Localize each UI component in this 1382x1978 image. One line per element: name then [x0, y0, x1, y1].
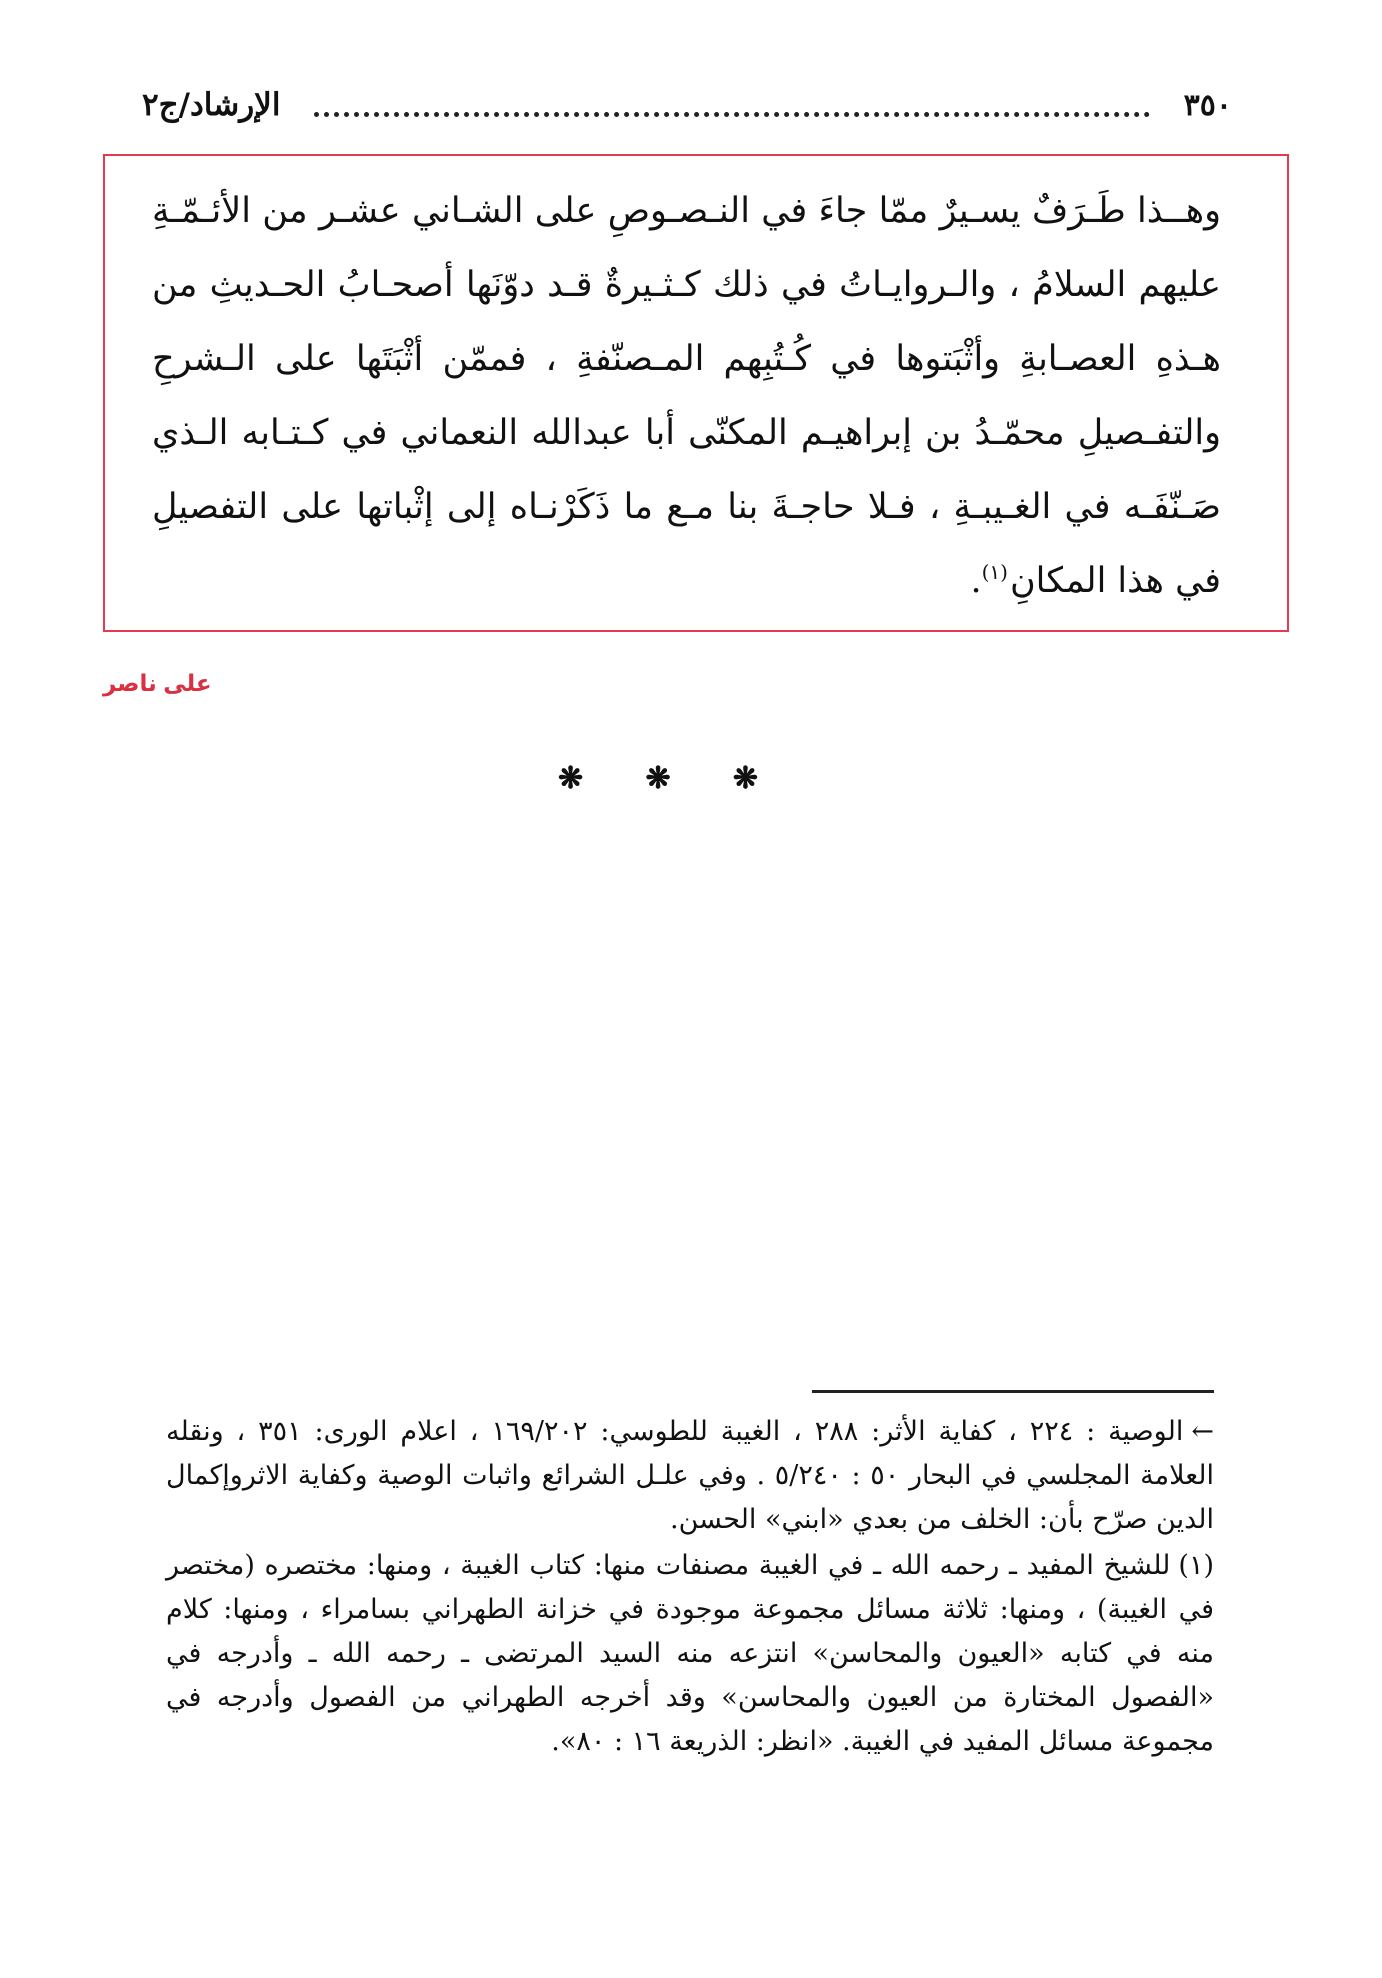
annotation-label: علی ناصر	[103, 670, 212, 696]
header-dotted-leader	[314, 102, 1149, 117]
footnote-one	[166, 1544, 1214, 1764]
footnote-reference: (١)	[981, 560, 1008, 585]
main-paragraph-end: .	[970, 561, 982, 601]
separator-ornament: ❋	[558, 760, 584, 796]
separator-ornament: ❋	[645, 760, 671, 796]
footnote-continuation-text: الوصية : ٢٢٤ ، كفاية الأثر: ٢٨٨ ، الغيبة للطوسي: ١٦٩/٢٠٢ ، اعلام الورى: ٣٥١ ، ونقله العلامة المجلسي في البحار ٥٠ : ٥/٢٤٠ . وفي علـل الشرائع واثبات الوصية وكفاية الاثروإكمال الدين صرّح بأن: الخلف من بعدي «ابني» الحسن.	[166, 1416, 1214, 1535]
footnote-one-marker: (١)	[1178, 1550, 1214, 1581]
continuation-arrow-icon: ←	[1191, 1416, 1214, 1447]
footnote-continuation	[166, 1410, 1214, 1542]
footnote-rule	[812, 1390, 1214, 1393]
footnotes	[166, 1410, 1214, 1764]
footnote-one-text: للشيخ المفيد ـ رحمه الله ـ في الغيبة مصنفات منها: كتاب الغيبة ، ومنها: مختصره (مختصر في الغيبة) ، ومنها: ثلاثة مسائل مجموعة موجودة في خزانة الطهراني بسامراء ، ومنها: كلام منه في كتابه «العيون والمحاسن» انتزعه منه السيد المرتضى ـ رحمه الله ـ وأدرجه في «الفصول المختارة من العيون والمحاسن» وقد أخرجه الطهراني من الفصول وأدرجه في مجموعة مسائل المفيد في الغيبة. «انظر: الذريعة ١٦ : ٨٠».	[166, 1550, 1214, 1757]
page-header	[142, 80, 1232, 130]
page-number: ٣٥٠	[1183, 87, 1232, 123]
separator-ornament: ❋	[732, 760, 758, 796]
highlighted-passage-box	[103, 154, 1289, 632]
main-paragraph	[152, 174, 1221, 618]
section-separator	[558, 752, 758, 804]
running-head: الإرشاد/ج٢	[142, 87, 281, 123]
main-paragraph-text: وهــذا طَـرَفٌ يسـيرٌ ممّا جاءَ في النـصـوصِ على الشـاني عشـر من الأئـمّـةِ عليهم السلامُ ، والـروايـاتُ في ذلك كـثـيرةٌ قـد دوّنَها أصحـابُ الحـديثِ من هـذهِ العصـابةِ وأثْبَتوها في كُـتُبِهم المـصنّفةِ ، فممّن أثْبَتَها على الـشرحِ والتفـصيلِ محمّـدُ بن إبراهيـم المكنّى أبا عبدالله النعماني في كـتـابه الـذي صَـنّفَـه في الغـيبـةِ ، فـلا حاجـةَ بنا مـع ما ذَكَرْنـاه إلى إثْباتها على التفصيلِ في هذا المكانِ	[152, 191, 1221, 601]
